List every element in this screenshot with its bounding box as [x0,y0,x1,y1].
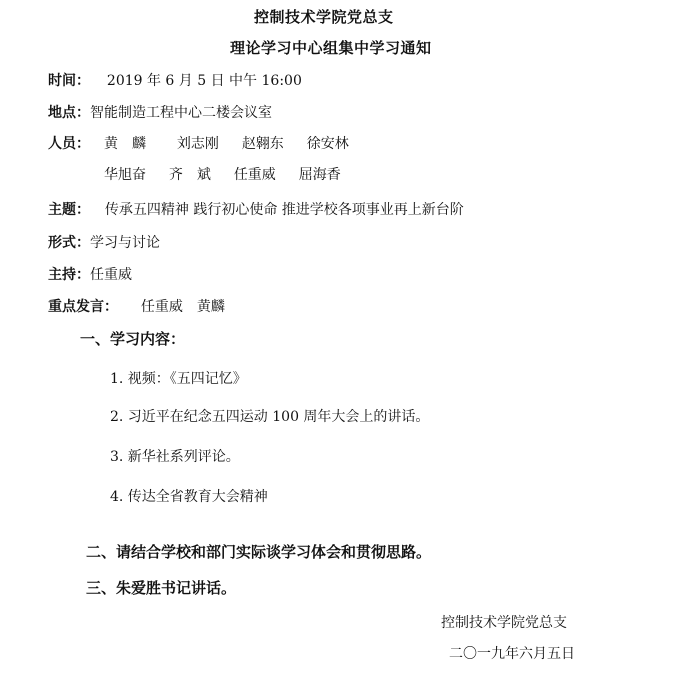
org-title: 控制技术学院党总支 [254,8,394,26]
section-discussion: 二、请结合学校和部门实际谈学习体会和贯彻思路。 [86,543,432,561]
time-value: 2019 年 6 月 5 日 中午 16:00 [106,73,302,89]
study-item: 1. 视频：《五四记忆》 [110,371,247,387]
person-name: 任重威 [233,167,276,183]
place-value: 智能制造工程中心二楼会议室 [90,105,272,121]
host-value: 任重威 [90,267,132,283]
speakers-value: 任重威 黄麟 [140,299,225,315]
doc-title: 理论学习中心组集中学习通知 [230,39,432,57]
time-label: 时间： [48,73,90,89]
theme-label: 主题： [48,202,90,218]
study-item: 3. 新华社系列评论。 [110,449,240,465]
people-label: 人员： [48,136,90,152]
person-name: 赵翱东 [241,136,284,152]
person-name: 齐 斌 [168,167,211,183]
form-value: 学习与讨论 [90,235,160,251]
section-speech: 三、朱爱胜书记讲话。 [86,579,237,597]
person-name: 刘志刚 [176,136,219,152]
form-row [48,232,160,252]
speakers-row [48,296,225,316]
form-label: 形式： [48,235,90,251]
section-study-content: 一、学习内容： [80,330,186,348]
place-label: 地点： [48,105,90,121]
study-item: 4. 传达全省教育大会精神 [110,489,268,505]
host-row [48,264,132,284]
speakers-label: 重点发言： [48,299,118,315]
host-label: 主持： [48,267,90,283]
theme-value: 传承五四精神 践行初心使命 推进学校各项事业再上新台阶 [104,202,464,218]
issue-date: 二〇一九年六月五日 [449,646,575,662]
time-row [48,70,302,90]
study-item: 2. 习近平在纪念五四运动 100 周年大会上的讲话。 [110,409,430,425]
person-name: 屈海香 [298,167,341,183]
theme-row [48,199,464,219]
person-name: 华旭奋 [104,167,146,183]
place-row [48,102,272,122]
person-name: 黄 麟 [104,136,146,152]
people-row-1 [104,133,349,153]
person-name: 徐安林 [306,136,349,152]
signature: 控制技术学院党总支 [441,615,567,631]
people-row-2 [104,164,341,184]
